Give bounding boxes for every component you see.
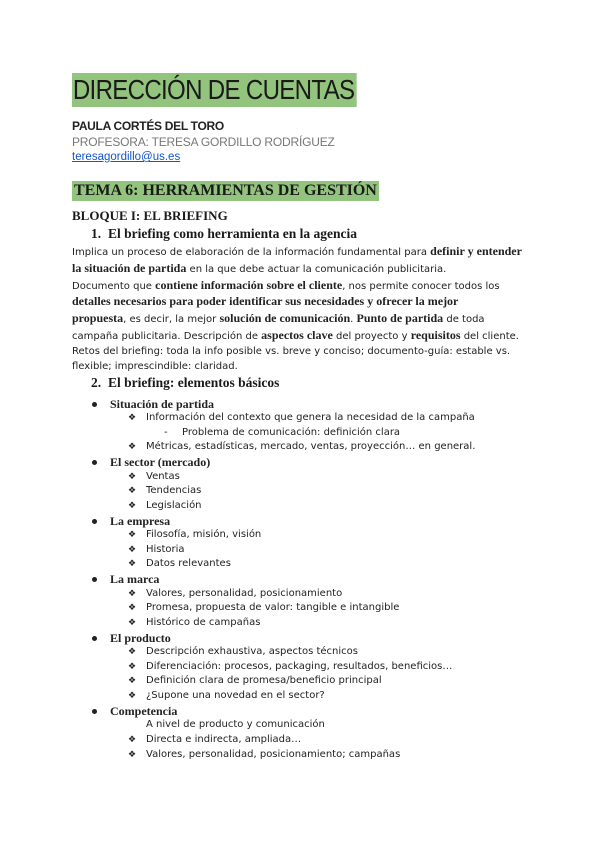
outline-item-text: Problema de comunicación: definición clara <box>182 427 401 438</box>
outline-heading-item <box>110 514 170 528</box>
diamond-bullet-icon: ❖ <box>128 662 137 672</box>
outline-item-text: Definición clara de promesa/beneficio principal <box>146 675 382 686</box>
outline-item-text: La marca <box>110 572 160 586</box>
outline-item-text: Situación de partida <box>110 397 215 411</box>
outline-sub-item <box>128 470 180 484</box>
section-1-title: El briefing como herramienta en la agencia <box>108 226 357 241</box>
outline-heading-item <box>110 397 214 411</box>
outline-item-text: Promesa, propuesta de valor: tangible e intangible <box>146 602 400 613</box>
bullet-dot-icon <box>92 709 97 714</box>
text-run: de toda <box>443 314 485 326</box>
diamond-bullet-icon: ❖ <box>128 472 137 482</box>
bullet-dot-icon <box>92 460 97 465</box>
outline-heading-item <box>110 455 210 469</box>
outline-heading-item <box>110 631 171 645</box>
bold-text: requisitos <box>410 327 461 342</box>
bold-text: definir y entender <box>430 244 522 258</box>
outline-sub-item <box>128 587 343 601</box>
bullet-dot-icon <box>92 577 97 582</box>
diamond-bullet-icon: ❖ <box>128 559 137 569</box>
outline-item-text: Filosofía, misión, visión <box>146 529 262 540</box>
bold-text: solución de comunicación <box>219 311 351 326</box>
bullet-dot-icon <box>92 519 97 524</box>
section-2-number: 2. <box>91 375 102 390</box>
text-run: del cliente. <box>460 330 519 342</box>
outline-sub-item <box>128 733 302 747</box>
section-2-title: El briefing: elementos básicos <box>108 375 280 390</box>
diamond-bullet-icon: ❖ <box>128 545 137 555</box>
outline-item-text: Directa e indirecta, ampliada… <box>146 734 302 745</box>
email-link[interactable]: teresagordillo@us.es <box>72 151 181 163</box>
outline-sub-item <box>128 601 400 615</box>
outline-sub-item <box>128 528 262 542</box>
bold-text: la situación de partida <box>72 260 187 275</box>
text-run: Documento que <box>72 280 156 292</box>
text-run: Retos del briefing: toda la info posible vs. breve y conciso; documento-guía: estable vs. <box>72 345 511 357</box>
diamond-bullet-icon: ❖ <box>128 647 137 657</box>
outline-item-text: Diferenciación: procesos, packaging, resultados, beneficios… <box>146 661 453 672</box>
outline-item-text: Legislación <box>146 500 202 511</box>
outline-item-text: A nivel de producto y comunicación <box>146 719 325 730</box>
outline-sub-item <box>128 645 358 659</box>
bold-text: aspectos clave <box>261 327 333 342</box>
diamond-bullet-icon: ❖ <box>128 691 137 701</box>
outline-sub-item <box>128 411 475 425</box>
section-2-heading <box>91 375 279 391</box>
outline-sub-item <box>128 440 476 454</box>
outline-item-text: Valores, personalidad, posicionamiento <box>146 588 343 599</box>
diamond-bullet-icon: ❖ <box>128 486 137 496</box>
text-run: , es decir, la mejor <box>123 314 220 326</box>
outline-item-text: Valores, personalidad, posicionamiento; campañas <box>146 749 401 760</box>
section-1-paragraph <box>72 244 532 374</box>
bloque-heading: BLOQUE I: EL BRIEFING <box>72 208 228 223</box>
outline-sub-item <box>128 674 382 688</box>
outline-item-text: Competencia <box>110 704 178 718</box>
diamond-bullet-icon: ❖ <box>128 750 137 760</box>
text-run: Implica un proceso de elaboración de la información fundamental para <box>72 247 431 258</box>
text-run: en la que debe actuar la comunicación publicitaria. <box>186 263 447 275</box>
outline-item-text: Ventas <box>146 471 180 482</box>
outline-sub-item <box>128 689 325 703</box>
document-title: DIRECCIÓN DE CUENTAS <box>72 73 357 107</box>
outline-item-text: Descripción exhaustiva, aspectos técnicos <box>146 646 358 657</box>
diamond-bullet-icon: ❖ <box>128 735 137 745</box>
outline-heading-item <box>110 704 177 718</box>
text-run: , nos permite conocer todos los <box>342 280 500 292</box>
outline-sub-item <box>128 660 453 674</box>
text-run: . <box>350 314 357 326</box>
tema-heading: TEMA 6: HERRAMIENTAS DE GESTIÓN <box>74 182 377 199</box>
outline-item-text: El producto <box>110 631 171 645</box>
diamond-bullet-icon: ❖ <box>128 618 137 628</box>
professor-name: PROFESORA: TERESA GORDILLO RODRÍGUEZ <box>72 135 335 149</box>
paragraph-line <box>72 278 532 295</box>
bold-text: Punto de partida <box>356 311 444 326</box>
section-1-number: 1. <box>91 226 102 241</box>
outline-item-text: Información del contexto que genera la necesidad de la campaña <box>146 412 475 423</box>
bold-text: contiene información sobre el cliente <box>155 277 343 292</box>
diamond-bullet-icon: ❖ <box>128 442 137 452</box>
outline-sub-item <box>128 748 401 762</box>
outline-sub-item <box>164 426 401 440</box>
outline-sub-item <box>128 557 231 571</box>
bullet-dot-icon <box>92 636 97 641</box>
bold-text: propuesta <box>72 311 124 326</box>
outline-item-text: Histórico de campañas <box>146 617 261 628</box>
paragraph-line <box>72 360 532 375</box>
diamond-bullet-icon: ❖ <box>128 413 137 423</box>
diamond-bullet-icon: ❖ <box>128 501 137 511</box>
bullet-dot-icon <box>92 402 97 407</box>
diamond-bullet-icon: ❖ <box>128 589 137 599</box>
outline-sub-item <box>146 718 325 732</box>
outline-sub-item <box>128 543 185 557</box>
section-1-heading <box>91 226 357 242</box>
bold-text: detalles necesarios para poder identificar sus necesidades y ofrecer la mejor <box>72 294 459 309</box>
outline-item-text: El sector (mercado) <box>110 455 211 469</box>
text-run: flexible; imprescindible: claridad. <box>72 360 238 372</box>
outline-item-text: La empresa <box>110 514 171 528</box>
outline-heading-item <box>110 572 159 586</box>
text-run: del proyecto y <box>332 330 411 342</box>
paragraph-line <box>72 328 532 345</box>
paragraph-line <box>72 345 532 360</box>
outline-item-text: Datos relevantes <box>146 558 231 569</box>
diamond-bullet-icon: ❖ <box>128 676 137 686</box>
diamond-bullet-icon: ❖ <box>128 530 137 540</box>
outline-item-text: Métricas, estadísticas, mercado, ventas, proyección… en general. <box>146 441 476 452</box>
outline-item-text: ¿Supone una novedad en el sector? <box>146 690 325 701</box>
outline-sub-item <box>128 616 261 630</box>
paragraph-line <box>72 311 532 328</box>
outline-item-text: Tendencias <box>146 485 202 496</box>
diamond-bullet-icon: ❖ <box>128 603 137 613</box>
dash-bullet-icon: - <box>164 427 168 438</box>
outline-sub-item <box>128 499 202 513</box>
text-run: campaña publicitaria. Descripción de <box>72 330 262 342</box>
paragraph-line <box>72 244 532 261</box>
outline-sub-item <box>128 484 202 498</box>
author-name: PAULA CORTÉS DEL TORO <box>72 119 224 133</box>
paragraph-line <box>72 261 532 278</box>
paragraph-line <box>72 294 532 311</box>
outline-item-text: Historia <box>146 544 185 555</box>
